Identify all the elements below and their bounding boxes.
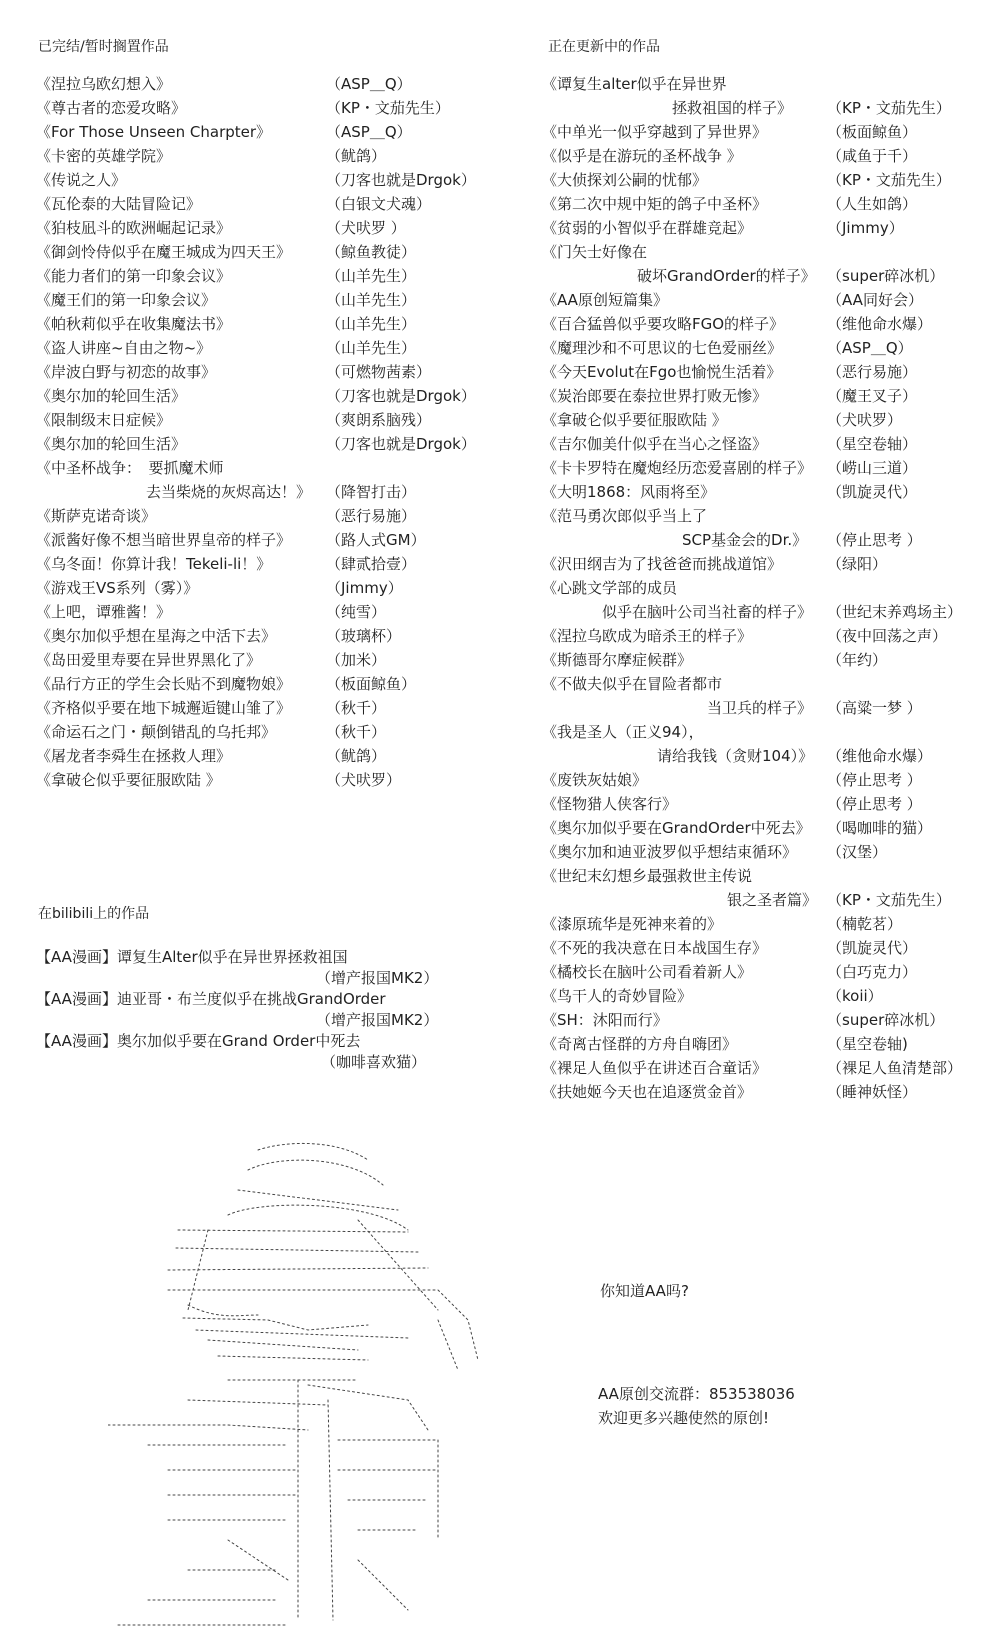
bilibili-section-title: 在bilibili上的作品: [38, 906, 150, 922]
updating-section-title: 正在更新中的作品: [548, 39, 660, 55]
list-item: [542, 816, 994, 840]
work-author: （凯旋灵代）: [827, 939, 918, 957]
list-item: [542, 216, 994, 240]
work-title: 《尊古者的恋爱攻略》: [36, 99, 187, 117]
work-author: （秋千）: [326, 723, 387, 741]
aa-character-illustration: [108, 1140, 528, 1630]
work-title: 《AA原创短篇集》: [542, 291, 668, 309]
work-author: （ASP＿Q）: [326, 75, 412, 93]
group-number: 853538036: [708, 1385, 795, 1403]
list-item: [36, 120, 496, 144]
work-title: 《奥尔加似乎要在GrandOrder中死去》: [542, 819, 811, 837]
work-author: （纯雪）: [326, 603, 387, 621]
work-title: 《怪物猎人侠客行》: [542, 795, 678, 813]
list-item: [36, 144, 496, 168]
bilibili-line: 【AA漫画】谭复生Alter似乎在异世界拯救祖国: [36, 948, 348, 966]
work-author: （犬吠罗 ）: [326, 219, 406, 237]
group-label: AA原创交流群：: [598, 1385, 709, 1403]
work-author: （停止思考 ）: [827, 771, 922, 789]
work-title: 《裸足人鱼似乎在讲述百合童话》: [542, 1059, 768, 1077]
work-title: 《今天Evolut在Fgo也愉悦生活着》: [542, 363, 782, 381]
bilibili-line: （增产报国MK2）: [316, 969, 439, 987]
work-title: 当卫兵的样子》: [707, 699, 813, 717]
list-item: [36, 552, 496, 576]
work-author: （维他命水爆）: [827, 315, 933, 333]
work-author: （KP・文茄先生）: [827, 171, 951, 189]
work-title: 《漆原琉华是死神来着的》: [542, 915, 723, 933]
work-author: （鲸鱼教徒）: [326, 243, 417, 261]
work-title: 拯救祖国的样子》: [672, 99, 793, 117]
work-author: （山羊先生）: [326, 267, 417, 285]
bilibili-line: （咖啡喜欢猫）: [321, 1053, 427, 1071]
work-title: 《不做夫似乎在冒险者都市: [542, 675, 723, 693]
work-author: （恶行易施）: [827, 363, 918, 381]
work-author: （super碎冰机）: [827, 267, 945, 285]
list-item: [542, 336, 994, 360]
work-title: 去当柴烧的灰烬高达！》: [146, 483, 312, 501]
work-author: （秋千）: [326, 699, 387, 717]
work-title: 《废铁灰姑娘》: [542, 771, 648, 789]
work-title: 《传说之人》: [36, 171, 127, 189]
list-item: [36, 696, 496, 720]
work-title: 《炭治郎要在泰拉世界打败无惨》: [542, 387, 768, 405]
work-title: 《能力者们的第一印象会议》: [36, 267, 232, 285]
work-author: （年约）: [827, 651, 888, 669]
work-title: SCP基金会的Dr.》: [682, 531, 808, 549]
list-item: [36, 528, 496, 552]
work-title: 《卡密的英雄学院》: [36, 147, 172, 165]
list-item: [542, 912, 994, 936]
list-item: [542, 600, 994, 624]
work-title: 《橘校长在脑叶公司看着新人》: [542, 963, 753, 981]
work-author: （汉堡）: [827, 843, 888, 861]
list-item: [542, 144, 994, 168]
work-author: （夜中回荡之声）: [827, 627, 948, 645]
work-title: 《鸟干人的奇妙冒险》: [542, 987, 693, 1005]
work-title: 《奇离古怪群的方舟自嗨团》: [542, 1035, 738, 1053]
aa-question: 你知道AA吗?: [600, 1282, 689, 1300]
bilibili-line: （增产报国MK2）: [316, 1011, 439, 1029]
list-item: [36, 336, 496, 360]
work-author: （星空卷轴）: [827, 435, 918, 453]
work-title: 《屠龙者李舜生在拯救人理》: [36, 747, 232, 765]
work-title: 《命运石之门・颠倒错乱的乌托邦》: [36, 723, 277, 741]
list-item: [542, 360, 994, 384]
work-author: （降智打击）: [326, 483, 417, 501]
work-title: 《心跳文学部的成员: [542, 579, 678, 597]
work-author: （KP・文茄先生）: [827, 99, 951, 117]
list-item: [542, 840, 994, 864]
list-item: [36, 72, 496, 96]
work-author: （世纪末养鸡场主）: [827, 603, 963, 621]
group-info: [598, 1383, 795, 1404]
work-title: 银之圣者篇》: [727, 891, 818, 909]
work-title: 《乌冬面！你算计我！Tekeli-li！》: [36, 555, 272, 573]
list-item: [542, 576, 994, 600]
list-item: [36, 672, 496, 696]
work-title: 《范马勇次郎似乎当上了: [542, 507, 708, 525]
list-item: [36, 504, 496, 528]
work-author: （楠乾茗）: [827, 915, 903, 933]
work-title: 《卡卡罗特在魔炮经历恋爱喜剧的样子》: [542, 459, 813, 477]
work-title: 《奥尔加似乎想在星海之中活下去》: [36, 627, 277, 645]
work-author: （山羊先生）: [326, 315, 417, 333]
list-item: [36, 624, 496, 648]
work-author: （Jimmy）: [827, 219, 904, 237]
list-item: [542, 792, 994, 816]
work-author: （刀客也就是Drgok）: [326, 171, 476, 189]
list-item: [542, 288, 994, 312]
work-author: （刀客也就是Drgok）: [326, 435, 476, 453]
work-author: （凯旋灵代）: [827, 483, 918, 501]
work-author: （可燃物茜素）: [326, 363, 432, 381]
list-item: [542, 960, 994, 984]
list-item: [36, 240, 496, 264]
work-title: 《大明1868：风雨将至》: [542, 483, 716, 501]
work-author: （路人式GM）: [326, 531, 426, 549]
work-author: （睡神妖怪）: [827, 1083, 918, 1101]
work-author: （山羊先生）: [326, 339, 417, 357]
list-item: [542, 264, 994, 288]
work-title: 《For Those Unseen Charpter》: [36, 123, 272, 141]
list-item: [542, 240, 994, 264]
work-title: 《SH：沐阳而行》: [542, 1011, 668, 1029]
work-title: 《涅拉乌欧幻想入》: [36, 75, 172, 93]
work-title: 《第二次中规中矩的鸽子中圣杯》: [542, 195, 768, 213]
work-author: （AA同好会）: [827, 291, 923, 309]
work-title: 《拿破仑似乎要征服欧陆 》: [36, 771, 221, 789]
list-item: [542, 1056, 994, 1080]
work-author: （崂山三道）: [827, 459, 918, 477]
list-item: [542, 72, 994, 96]
work-title: 《我是圣人（正义94），: [542, 723, 704, 741]
list-item: [542, 624, 994, 648]
work-title: 《岸波白野与初恋的故事》: [36, 363, 217, 381]
work-title: 《盗人讲座~自由之物~》: [36, 339, 212, 357]
work-title: 《斯德哥尔摩症候群》: [542, 651, 693, 669]
work-author: （维他命水爆）: [827, 747, 933, 765]
work-author: （加米）: [326, 651, 387, 669]
list-item: [36, 480, 496, 504]
work-author: （停止思考 ）: [827, 531, 922, 549]
bilibili-line: 【AA漫画】迪亚哥・布兰度似乎在挑战GrandOrder: [36, 990, 386, 1008]
work-title: 《奥尔加的轮回生活》: [36, 387, 187, 405]
list-item: [542, 864, 994, 888]
work-author: （鱿鸽）: [326, 147, 387, 165]
work-title: 《百合猛兽似乎要攻略FGO的样子》: [542, 315, 785, 333]
list-item: [542, 312, 994, 336]
list-item: [542, 408, 994, 432]
list-item: [542, 696, 994, 720]
work-title: 《御剑怜侍似乎在魔王城成为四天王》: [36, 243, 292, 261]
work-title: 《吉尔伽美什似乎在当心之怪盗》: [542, 435, 768, 453]
work-title: 《帕秋莉似乎在收集魔法书》: [36, 315, 232, 333]
list-item: [36, 384, 496, 408]
work-author: （恶行易施）: [326, 507, 417, 525]
work-title: 《大侦探刘公嗣的忧郁》: [542, 171, 708, 189]
list-item: [542, 744, 994, 768]
work-author: （人生如鸽）: [827, 195, 918, 213]
list-item: [542, 552, 994, 576]
list-item: [36, 264, 496, 288]
work-title: 《扶她姬今天也在追逐赏金首》: [542, 1083, 753, 1101]
work-title: 《世纪末幻想乡最强救世主传说: [542, 867, 753, 885]
welcome-text: 欢迎更多兴趣使然的原创!: [598, 1409, 770, 1427]
list-item: [542, 432, 994, 456]
list-item: [36, 456, 496, 480]
work-author: （板面鲸鱼）: [827, 123, 918, 141]
list-item: [36, 744, 496, 768]
work-author: （绿阳）: [827, 555, 888, 573]
list-item: [542, 1080, 994, 1104]
list-item: [542, 504, 994, 528]
work-author: （白银文犬魂）: [326, 195, 432, 213]
completed-section-title: 已完结/暂时搁置作品: [38, 39, 169, 55]
list-item: [36, 168, 496, 192]
work-author: （ASP＿Q）: [326, 123, 412, 141]
work-title: 《斯萨克诺奇谈》: [36, 507, 157, 525]
list-item: [36, 720, 496, 744]
list-item: [36, 432, 496, 456]
work-title: 破坏GrandOrder的样子》: [637, 267, 816, 285]
work-title: 《品行方正的学生会长贴不到魔物娘》: [36, 675, 292, 693]
work-author: （玻璃杯）: [326, 627, 402, 645]
list-item: [542, 648, 994, 672]
work-title: 《限制级末日症候》: [36, 411, 172, 429]
work-author: （停止思考 ）: [827, 795, 922, 813]
work-author: （魔王叉子）: [827, 387, 918, 405]
list-item: [36, 768, 496, 792]
work-title: 《瓦伦泰的大陆冒险记》: [36, 195, 202, 213]
list-item: [542, 456, 994, 480]
work-title: 《上吧，谭雅酱！》: [36, 603, 172, 621]
list-item: [36, 600, 496, 624]
work-author: （高粱一梦 ）: [827, 699, 922, 717]
work-title: 《奥尔加的轮回生活》: [36, 435, 187, 453]
work-title: 《沢田纲吉为了找爸爸而挑战道馆》: [542, 555, 783, 573]
list-item: [542, 720, 994, 744]
work-title: 《狛枝凪斗的欧洲崛起记录》: [36, 219, 232, 237]
list-item: [542, 1008, 994, 1032]
work-author: （犬吠罗）: [326, 771, 402, 789]
work-title: 《中单光一似乎穿越到了异世界》: [542, 123, 768, 141]
list-item: [542, 1032, 994, 1056]
work-author: （白巧克力）: [827, 963, 918, 981]
work-title: 《似乎是在游玩的圣杯战争 》: [542, 147, 742, 165]
list-item: [542, 192, 994, 216]
work-author: （鱿鸽）: [326, 747, 387, 765]
work-author: （星空卷轴): [827, 1035, 908, 1053]
work-title: 《不死的我决意在日本战国生存》: [542, 939, 768, 957]
bilibili-line: 【AA漫画】奥尔加似乎要在Grand Order中死去: [36, 1032, 361, 1050]
work-author: （裸足人鱼清楚部）: [827, 1059, 963, 1077]
work-author: （板面鲸鱼）: [326, 675, 417, 693]
work-author: （爽朗系脑残）: [326, 411, 432, 429]
work-title: 《派酱好像不想当暗世界皇帝的样子》: [36, 531, 292, 549]
work-author: （KP・文茄先生）: [326, 99, 450, 117]
list-item: [36, 96, 496, 120]
work-author: （犬吠罗）: [827, 411, 903, 429]
work-author: （刀客也就是Drgok）: [326, 387, 476, 405]
list-item: [36, 576, 496, 600]
work-title: 《奥尔加和迪亚波罗似乎想结束循环》: [542, 843, 798, 861]
list-item: [36, 648, 496, 672]
work-title: 《中圣杯战争： 要抓魔术师: [36, 459, 224, 477]
list-item: [36, 360, 496, 384]
work-title: 《齐格似乎要在地下城邂逅键山雏了》: [36, 699, 292, 717]
work-author: （喝咖啡的猫）: [827, 819, 933, 837]
list-item: [542, 768, 994, 792]
work-author: （super碎冰机）: [827, 1011, 945, 1029]
work-title: 《游戏王VS系列（雾）》: [36, 579, 199, 597]
list-item: [542, 480, 994, 504]
list-item: [542, 96, 994, 120]
work-author: （KP・文茄先生）: [827, 891, 951, 909]
work-title: 《贫弱的小智似乎在群雄竞起》: [542, 219, 753, 237]
list-item: [542, 168, 994, 192]
work-author: （咸鱼于千）: [827, 147, 918, 165]
work-title: 似乎在脑叶公司当社畜的样子》: [602, 603, 813, 621]
work-author: （肆贰拾壹）: [326, 555, 417, 573]
list-item: [542, 528, 994, 552]
list-item: [36, 192, 496, 216]
list-item: [36, 216, 496, 240]
work-title: 《门矢士好像在: [542, 243, 648, 261]
list-item: [36, 408, 496, 432]
work-author: （Jimmy）: [326, 579, 403, 597]
work-title: 《谭复生alter似乎在异世界: [542, 75, 727, 93]
work-title: 《魔理沙和不可思议的七色爱丽丝》: [542, 339, 783, 357]
work-title: 请给我钱（贪财104）》: [657, 747, 814, 765]
list-item: [542, 888, 994, 912]
list-item: [36, 288, 496, 312]
list-item: [542, 936, 994, 960]
list-item: [36, 312, 496, 336]
list-item: [542, 672, 994, 696]
work-author: （山羊先生）: [326, 291, 417, 309]
list-item: [542, 120, 994, 144]
list-item: [542, 384, 994, 408]
work-title: 《涅拉乌欧成为暗杀王的样子》: [542, 627, 753, 645]
list-item: [542, 984, 994, 1008]
work-title: 《岛田爱里寿要在异世界黑化了》: [36, 651, 262, 669]
work-title: 《魔王们的第一印象会议》: [36, 291, 217, 309]
work-author: （koii）: [827, 987, 883, 1005]
work-author: （ASP＿Q）: [827, 339, 913, 357]
work-title: 《拿破仑似乎要征服欧陆 》: [542, 411, 727, 429]
